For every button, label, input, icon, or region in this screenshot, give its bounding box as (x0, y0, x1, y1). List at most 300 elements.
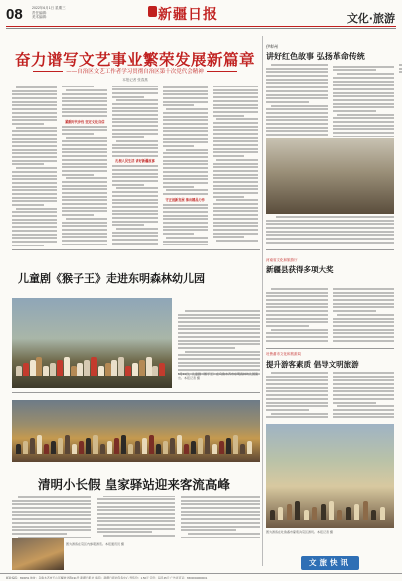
body-text-line (12, 175, 57, 177)
body-text-line (163, 97, 208, 99)
photo-figure (363, 501, 368, 520)
body-text-line (271, 372, 328, 374)
body-text-line (178, 358, 260, 360)
body-text-line (266, 119, 328, 121)
body-text-line (333, 372, 395, 374)
body-text-line (12, 123, 44, 125)
body-text-line (333, 128, 395, 130)
body-text-line (271, 105, 328, 107)
body-text-line (12, 119, 57, 121)
body-text-line (12, 149, 57, 151)
body-text-line (266, 409, 309, 411)
photo-figure (107, 441, 112, 454)
body-text-line (337, 114, 394, 116)
photo-figure (312, 507, 317, 520)
photo-figure (135, 441, 140, 454)
body-text-line (213, 92, 258, 94)
body-text-line (112, 133, 157, 135)
body-text-line (333, 332, 395, 334)
body-text-line (266, 321, 328, 323)
body-text-line (333, 318, 395, 320)
body-text-line (62, 97, 107, 99)
body-text-line (163, 93, 208, 95)
photo-figure (219, 441, 224, 454)
body-text-line (163, 90, 208, 92)
body-text-line (12, 93, 57, 95)
body-text-line (266, 82, 328, 84)
body-text-line (166, 189, 208, 191)
body-text-line (12, 526, 91, 528)
body-text-line (66, 177, 108, 179)
body-text-line (266, 310, 328, 312)
photo-figure (128, 444, 133, 454)
body-text-line (12, 511, 91, 513)
body-text-line (163, 167, 208, 169)
body-text-line (178, 317, 260, 319)
body-text-line (62, 129, 107, 131)
body-text-line (178, 332, 260, 334)
body-text-line (112, 103, 157, 105)
body-text-line (213, 177, 258, 179)
body-text-line (266, 376, 328, 378)
body-text-line (166, 108, 208, 110)
photo-figure (380, 507, 385, 520)
body-text-line (62, 192, 107, 194)
body-text-line (266, 68, 328, 70)
kids-body (178, 310, 260, 380)
body-text-line (12, 141, 57, 143)
body-text-line (333, 310, 376, 312)
body-text-line (213, 196, 245, 198)
body-text-line (337, 314, 394, 316)
divider (266, 348, 394, 349)
body-text-line (112, 169, 157, 171)
body-text-line (266, 227, 394, 229)
body-text-line (266, 130, 328, 132)
body-text-line (333, 325, 395, 327)
photo-figure (105, 363, 111, 376)
photo-figure (142, 438, 147, 454)
body-text-line (333, 321, 395, 323)
body-text-line (213, 111, 258, 113)
header-rule-thin (6, 28, 396, 29)
photo-figure (226, 438, 231, 454)
body-text-line (213, 163, 258, 165)
body-text-line (112, 195, 157, 197)
right-lower-headline[interactable]: 新疆县获得多项大奖 (266, 265, 334, 274)
body-text-line (266, 299, 328, 301)
body-text-line (333, 376, 395, 378)
body-text-line (266, 123, 328, 125)
body-text-line (213, 89, 258, 91)
photo-figure (51, 441, 56, 454)
body-text-line (266, 340, 328, 342)
paper-name: 新疆日报 (158, 7, 218, 23)
body-text-line (213, 100, 258, 102)
photo-figure (58, 438, 63, 454)
body-text-line (163, 204, 208, 206)
body-text-line (112, 202, 157, 204)
photo-figure (98, 366, 104, 376)
photo-figure (132, 363, 138, 376)
body-subheading: 守正创新发展 推出精品力作 (165, 197, 205, 202)
body-text-line (103, 535, 175, 537)
body-text-line (333, 303, 395, 305)
body-text-line (112, 114, 157, 116)
body-text-line (185, 351, 260, 353)
photo-figure (295, 501, 300, 520)
photo-figure (191, 441, 196, 454)
body-text-line (112, 184, 144, 186)
body-text-line (16, 86, 58, 88)
body-text-line (12, 204, 44, 206)
body-text-line (62, 100, 107, 102)
body-text-line (213, 155, 245, 157)
body-text-line (178, 347, 235, 349)
body-text-line (266, 398, 328, 400)
photo-figure (16, 444, 21, 454)
body-text-line (337, 73, 394, 75)
body-text-line (62, 188, 107, 190)
body-text-line (178, 325, 260, 327)
body-text-line (12, 138, 57, 140)
body-text-line (12, 200, 57, 202)
express-label[interactable]: 文旅快讯 (301, 556, 359, 570)
editor-line: 责任编辑： (32, 10, 50, 15)
body-text-line (97, 531, 152, 533)
photo-figure (30, 360, 36, 376)
body-text-line (181, 500, 260, 502)
photo-figure (152, 366, 158, 376)
body-text-line (181, 526, 260, 528)
body-text-line (163, 101, 208, 103)
body-text-line (12, 104, 57, 106)
body-text-line (163, 163, 208, 165)
body-text-line (181, 511, 260, 513)
body-text-line (266, 306, 328, 308)
body-text-line (12, 186, 57, 188)
body-text-line (333, 288, 395, 290)
body-text-line (112, 118, 157, 120)
body-text-line (266, 238, 394, 240)
body-text-line (333, 340, 395, 342)
body-text-line (333, 329, 395, 331)
date-block (32, 6, 66, 20)
photo-figure (36, 357, 42, 376)
body-text-line (62, 185, 107, 187)
body-text-line (213, 188, 258, 190)
body-text-line (12, 108, 57, 110)
body-text-line (266, 387, 328, 389)
right-lower-headline-2[interactable]: 提升游客素质 倡导文明旅游 (266, 360, 359, 369)
body-text-line (112, 151, 157, 153)
body-text-line (62, 207, 107, 209)
body-text-line (12, 518, 91, 520)
body-text-line (97, 528, 176, 530)
body-text-line (266, 325, 309, 327)
body-text-line (213, 170, 258, 172)
body-text-line (112, 210, 157, 212)
body-text-line (178, 321, 260, 323)
body-text-line (163, 104, 195, 106)
body-text-line (333, 383, 395, 385)
photo-figure (170, 438, 175, 454)
body-text-line (62, 93, 107, 95)
body-subheading: 紧跟时代步伐 坚定文化自信 (65, 119, 105, 124)
body-text-line (333, 394, 395, 396)
body-text-line (12, 514, 91, 516)
lead-headline[interactable]: 奋力谱写文艺事业繁荣发展新篇章 (14, 50, 255, 69)
date-line: 2022年6月1日 星期三 (32, 6, 66, 10)
body-text-line (12, 182, 57, 184)
body-text-line (62, 151, 107, 153)
body-text-line (188, 533, 260, 535)
body-text-line (62, 210, 107, 212)
body-text-line (266, 116, 328, 118)
tourism-body (12, 496, 260, 538)
lead-byline: 本报记者 张春燕 (122, 78, 148, 82)
body-text-line (116, 140, 158, 142)
body-text-line (266, 379, 328, 381)
body-text-line (62, 140, 107, 142)
body-text-line (116, 187, 158, 189)
body-text-line (213, 140, 258, 142)
body-text-line (178, 340, 260, 342)
photo-figure (156, 444, 161, 454)
body-text-line (216, 199, 258, 201)
body-text-line (333, 132, 395, 134)
right-lower-caption (266, 530, 394, 534)
photo-figure (304, 510, 309, 520)
body-text-line (213, 185, 258, 187)
photo-figure (270, 510, 275, 520)
tourism-caption-text: 图为游客在景区内参观游览。本报通讯员 摄 (66, 542, 124, 546)
photo-figure (44, 444, 49, 454)
photo-figure (72, 444, 77, 454)
body-text-line (62, 170, 107, 172)
body-text-line (12, 522, 91, 524)
body-text-line (97, 513, 176, 515)
body-text-line (178, 314, 260, 316)
body-text-line (12, 90, 57, 92)
body-text-line (163, 134, 208, 136)
body-text-line (213, 166, 258, 168)
photo-figure (337, 510, 342, 520)
kids-caption-text: 5月31日，儿童剧《猴子王》在乌鲁木齐市东明森林幼儿园演出。本报记者 摄 (178, 372, 259, 380)
body-text-line (112, 107, 157, 109)
body-text-line (266, 383, 328, 385)
body-text-line (18, 496, 90, 498)
body-text-line (178, 369, 260, 371)
body-text-line (333, 413, 395, 415)
photo-figure (71, 366, 77, 376)
right-lower-photo (266, 424, 394, 528)
body-text-line (213, 122, 258, 124)
body-text-line (62, 111, 107, 113)
body-text-line (62, 166, 107, 168)
body-text-line (97, 498, 176, 500)
photo-figure (125, 366, 131, 376)
body-text-line (62, 159, 107, 161)
body-text-line (97, 520, 176, 522)
body-text-line (163, 193, 208, 195)
body-text-line (266, 318, 328, 320)
body-text-line (112, 206, 157, 208)
body-text-line (266, 231, 394, 233)
body-text-line (266, 223, 394, 225)
photo-figure (149, 435, 154, 454)
tourism-headline[interactable]: 清明小长假 皇家驿站迎来客流高峰 (38, 477, 230, 492)
right-top-headline[interactable]: 讲好红色故事 弘扬革命传统 (266, 52, 365, 61)
photo-figure (205, 435, 210, 454)
body-text-line (266, 394, 328, 396)
body-text-line (213, 126, 258, 128)
photo-figure (43, 366, 49, 376)
body-text-line (333, 84, 395, 86)
body-text-line (266, 314, 328, 316)
body-text-line (12, 193, 57, 195)
body-text-line (112, 129, 157, 131)
body-text-line (112, 136, 144, 138)
photo-figure (278, 507, 283, 520)
body-text-line (181, 507, 260, 509)
section-title: 文化·旅游 (346, 12, 395, 25)
body-text-line (178, 343, 260, 345)
body-text-line (12, 156, 57, 158)
body-text-line (62, 155, 107, 157)
page-number: 08 (6, 6, 23, 23)
body-text-line (62, 104, 107, 106)
body-text-line (266, 127, 328, 129)
page-footer (0, 573, 402, 581)
body-text-line (271, 64, 328, 66)
photo-figure (50, 363, 56, 376)
photo-figure (91, 357, 97, 376)
body-text-line (97, 506, 176, 508)
kids-caption (178, 372, 260, 380)
body-text-line (266, 112, 328, 114)
body-text-line (266, 292, 328, 294)
photo-figure (118, 357, 124, 376)
body-text-line (333, 390, 395, 392)
body-text-line (333, 110, 376, 112)
body-text-line (12, 507, 91, 509)
body-text-line (213, 192, 258, 194)
body-text-line (333, 117, 395, 119)
body-text-line (112, 199, 157, 201)
body-text-line (12, 97, 57, 99)
body-text-line (266, 220, 394, 222)
body-text-line (266, 86, 328, 88)
body-text-line (333, 106, 395, 108)
body-text-line (112, 96, 144, 98)
body-text-line (112, 191, 157, 193)
body-text-line (266, 332, 328, 334)
body-text-line (163, 152, 208, 154)
body-text-line (163, 119, 208, 121)
body-text-line (112, 92, 157, 94)
tourism-caption (66, 542, 260, 546)
body-text-line (16, 127, 58, 129)
body-text-line (12, 529, 91, 531)
body-text-line (163, 112, 208, 114)
photo-figure (159, 363, 165, 376)
tourism-photo-small (12, 538, 64, 570)
body-text-line (271, 413, 328, 415)
body-text-line (97, 524, 176, 526)
photo-figure (86, 438, 91, 454)
body-text-line (112, 125, 157, 127)
body-text-line (181, 514, 260, 516)
body-text-line (112, 147, 157, 149)
body-text-line (163, 160, 208, 162)
photo-figure (287, 504, 292, 520)
right-top-tag: 伊犁州 (266, 44, 278, 49)
body-text-line (181, 522, 260, 524)
body-text-line (62, 148, 107, 150)
body-text-line (213, 207, 258, 209)
body-text-line (333, 292, 395, 294)
body-text-line (213, 129, 258, 131)
body-text-line (178, 354, 260, 356)
right-top-caption (266, 216, 394, 246)
kids-headline[interactable]: 儿童剧《猴子王》走进东明森林幼儿园 (18, 272, 205, 285)
body-text-line (163, 211, 208, 213)
right-lower-body (266, 288, 394, 342)
body-text-line (266, 390, 328, 392)
body-text-line (333, 295, 395, 297)
body-text-line (333, 92, 395, 94)
body-text-line (333, 69, 376, 71)
body-subheading: 扎根人民生活 讲好新疆故事 (115, 159, 155, 164)
body-text-line (266, 234, 394, 236)
right-top-body (266, 64, 394, 136)
page-header (0, 0, 402, 30)
photo-figure (247, 441, 252, 454)
body-text-line (213, 104, 258, 106)
body-text-line (266, 75, 328, 77)
photo-figure (177, 435, 182, 454)
body-text-line (163, 127, 208, 129)
body-text-line (163, 141, 208, 143)
body-text-line (163, 145, 195, 147)
body-text-line (213, 133, 258, 135)
body-text-line (178, 336, 260, 338)
body-text-line (213, 137, 258, 139)
body-text-line (12, 116, 57, 118)
body-text-line (333, 387, 395, 389)
body-text-line (333, 99, 395, 101)
body-text-line (266, 242, 394, 244)
tourism-photo (12, 400, 260, 462)
body-text-line (116, 99, 158, 101)
body-text-line (213, 107, 258, 109)
body-text-line (333, 402, 376, 404)
body-text-line (163, 86, 208, 88)
photo-figure (64, 357, 70, 376)
body-text-line (12, 197, 57, 199)
body-text-line (112, 180, 157, 182)
body-text-line (213, 203, 258, 205)
photo-figure (16, 366, 22, 376)
body-text-line (112, 144, 157, 146)
photo-figure (346, 507, 351, 520)
body-text-line (12, 171, 57, 173)
body-text-line (163, 123, 208, 125)
body-text-line (266, 405, 328, 407)
body-text-line (163, 178, 208, 180)
body-text-line (12, 160, 57, 162)
